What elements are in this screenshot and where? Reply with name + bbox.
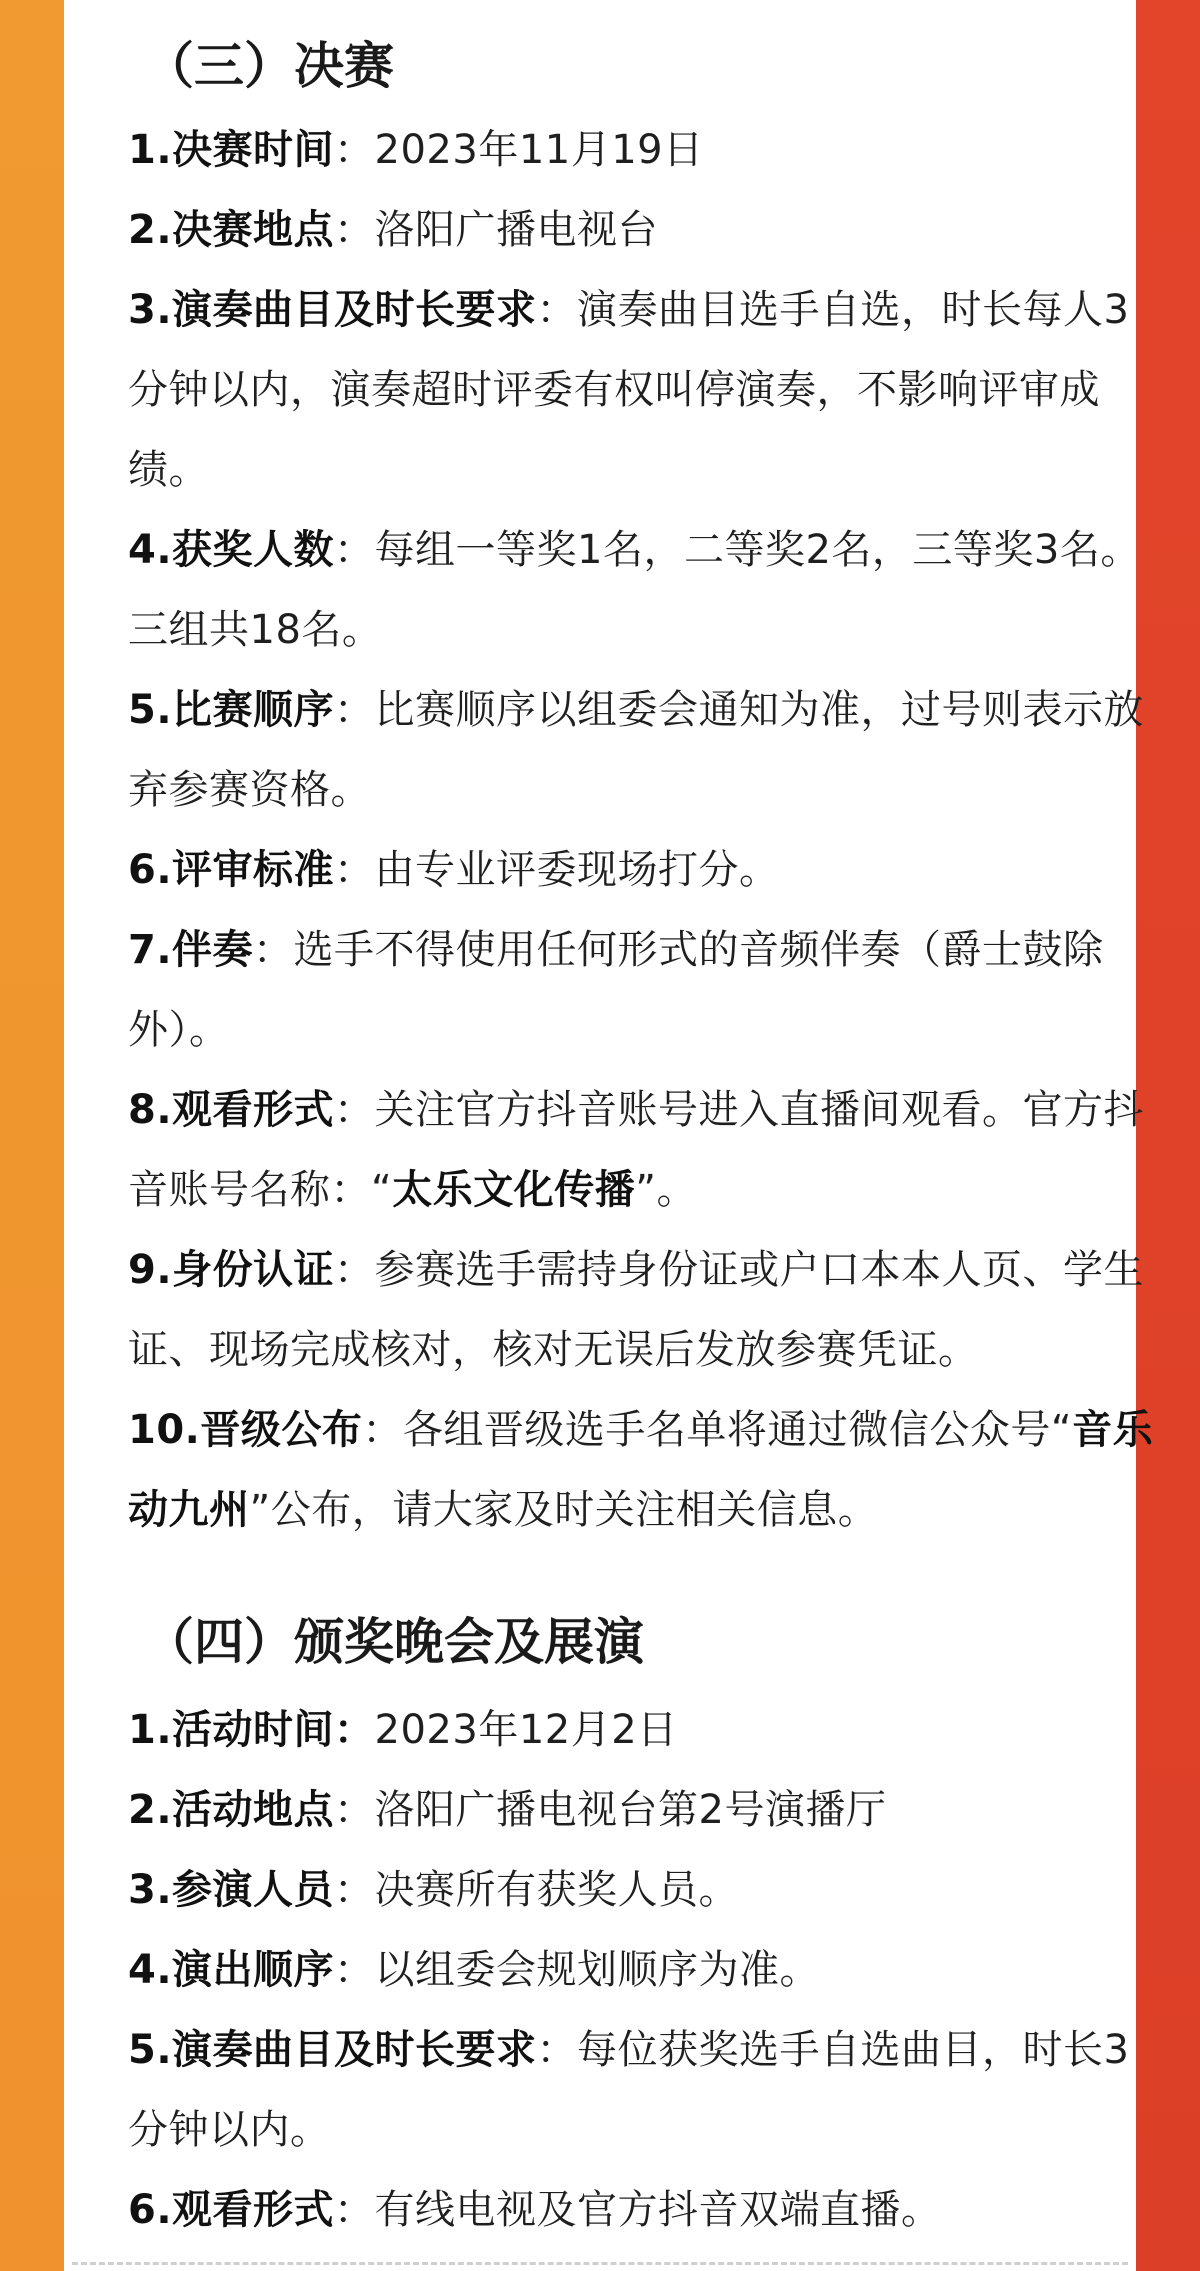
final-item-7: 7.伴奏：选手不得使用任何形式的音频伴奏（爵士鼓除外）。 <box>128 927 1104 1053</box>
final-item-8: 8.观看形式：关注官方抖音账号进入直播间观看。官方抖音账号名称：“太乐文化传播”。 <box>128 1087 1145 1213</box>
final-item-5: 5.比赛顺序：比赛顺序以组委会通知为准，过号则表示放弃参赛资格。 <box>128 687 1145 813</box>
final-item-6: 6.评审标准：由专业评委现场打分。 <box>128 847 780 893</box>
final-item-4: 4.获奖人数：每组一等奖1名，二等奖2名，三等奖3名。三组共18名。 <box>128 527 1141 653</box>
section-title-final: （三）决赛 <box>144 37 394 95</box>
left-orange-band <box>0 0 64 2271</box>
final-item-1: 1.决赛时间：2023年11月19日 <box>128 127 704 173</box>
section-title-gala: （四）颁奖晚会及展演 <box>144 1613 644 1671</box>
gala-item-2: 2.活动地点：洛阳广播电视台第2号演播厅 <box>128 1787 887 1833</box>
gala-item-1: 1.活动时间：2023年12月2日 <box>128 1707 678 1753</box>
final-item-9: 9.身份认证：参赛选手需持身份证或户口本本人页、学生证、现场完成核对，核对无误后发放参赛凭证。 <box>128 1247 1145 1373</box>
gala-item-5: 5.演奏曲目及时长要求：每位获奖选手自选曲目，时长3分钟以内。 <box>128 2027 1130 2153</box>
final-item-10: 10.晋级公布：各组晋级选手名单将通过微信公众号“音乐动九州”公布，请大家及时关注相关信息。 <box>128 1407 1154 1533</box>
gala-item-3: 3.参演人员：决赛所有获奖人员。 <box>128 1867 740 1913</box>
gala-item-6: 6.观看形式：有线电视及官方抖音双端直播。 <box>128 2187 942 2233</box>
gala-item-4: 4.演出顺序：以组委会规划顺序为准。 <box>128 1947 821 1993</box>
document-content <box>64 0 1154 2271</box>
final-item-3: 3.演奏曲目及时长要求：演奏曲目选手自选，时长每人3分钟以内，演奏超时评委有权叫停演奏，不影响评审成绩。 <box>128 287 1130 493</box>
final-item-2: 2.决赛地点：洛阳广播电视台 <box>128 207 659 253</box>
bottom-dashed-divider <box>72 2262 1128 2265</box>
